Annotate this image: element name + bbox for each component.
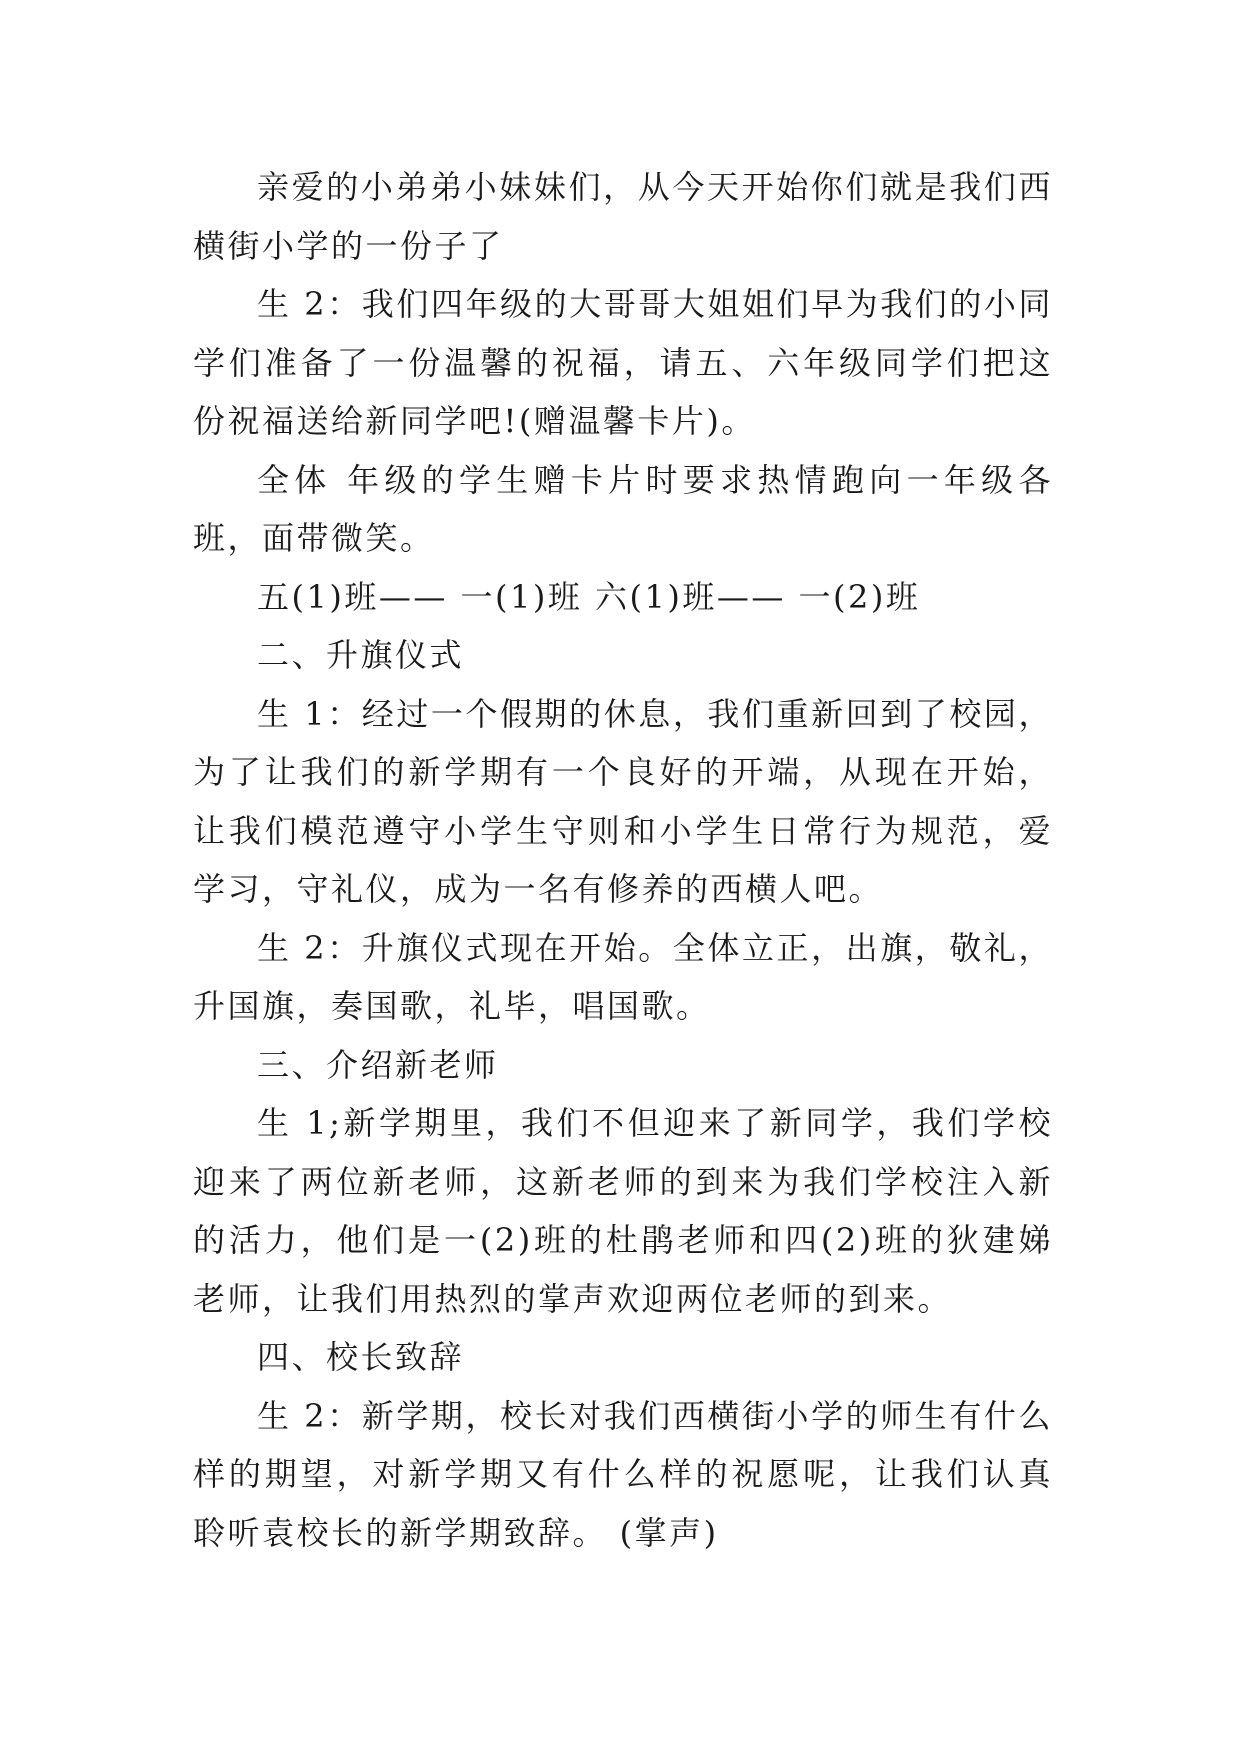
paragraph-card-instruction: 全体 年级的学生赠卡片时要求热情跑向一年级各班，面带微笑。 (193, 460, 1053, 557)
paragraph-new-teachers: 生 1;新学期里，我们不但迎来了新同学，我们学校迎来了两位新老师，这新老师的到来为我们学校注入新的活力，他们是一(2)班的杜鹃老师和四(2)班的狄建娣老师，让我们用热烈的掌声欢迎两位老师的到来。 (193, 1104, 1053, 1318)
section-heading-new-teachers: 三、介绍新老师 (257, 1045, 499, 1084)
section-heading-flag-ceremony: 二、升旗仪式 (257, 636, 465, 674)
paragraph-greeting: 亲爱的小弟弟小妹妹们，从今天开始你们就是我们西横街小学的一份子了 (193, 168, 1053, 265)
paragraph-flag-raising: 生 2：升旗仪式现在开始。全体立正，出旗，敬礼，升国旗，奏国歌，礼毕，唱国歌。 (193, 928, 1053, 1025)
paragraph-student1-intro: 生 1：经过一个假期的休息，我们重新回到了校园，为了让我们的新学期有一个良好的开端，从现在开始，让我们模范遵守小学生守则和小学生日常行为规范，爱学习，守礼仪，成为一名有修养的西横人吧。 (193, 694, 1053, 908)
paragraph-student2-gift: 生 2：我们四年级的大哥哥大姐姐们早为我们的小同学们准备了一份温馨的祝福，请五、六年级同学们把这份祝福送给新同学吧!(赠温馨卡片)。 (193, 285, 1053, 440)
document-body (193, 158, 1053, 1562)
paragraph-class-pairing: 五(1)班—— 一(1)班 六(1)班—— 一(2)班 (257, 577, 921, 616)
section-heading-principal-speech: 四、校长致辞 (257, 1338, 465, 1376)
paragraph-principal-speech: 生 2：新学期，校长对我们西横街小学的师生有什么样的期望，对新学期又有什么样的祝愿呢，让我们认真聆听袁校长的新学期致辞。 (掌声) (193, 1396, 1053, 1552)
